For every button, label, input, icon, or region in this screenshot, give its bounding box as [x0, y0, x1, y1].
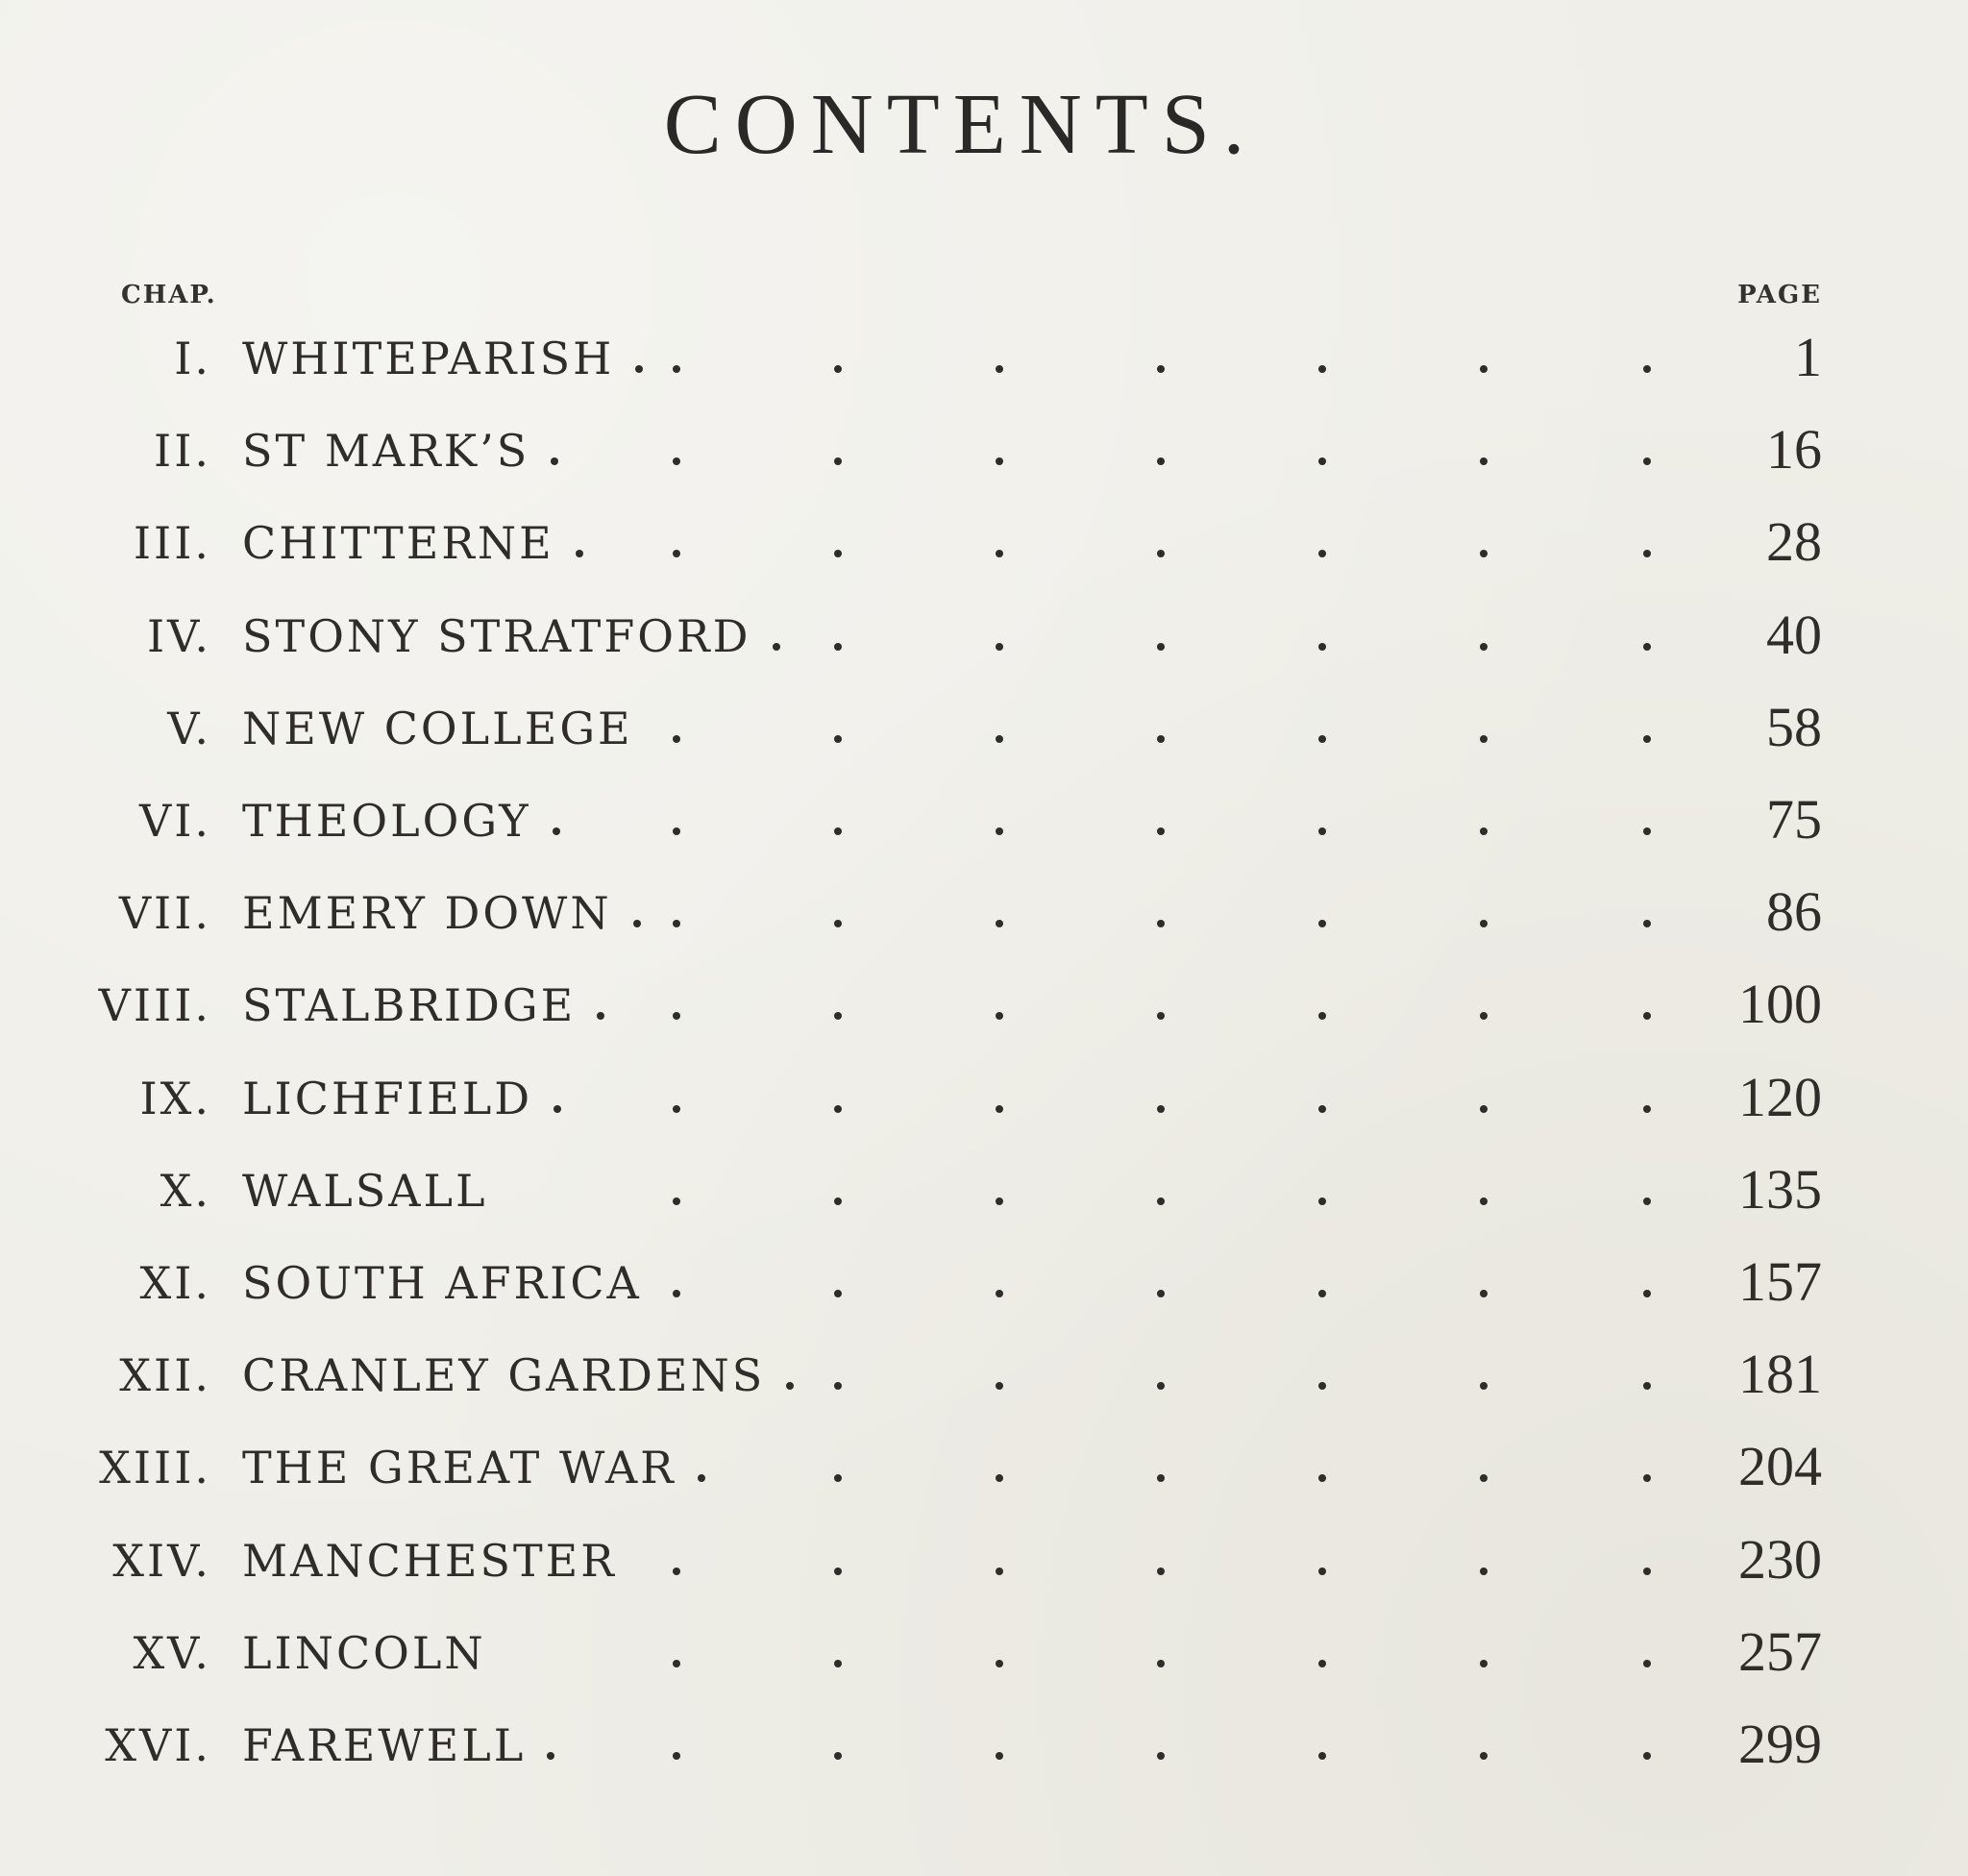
- leader-dot: [673, 1012, 680, 1020]
- chapter-number: XV.: [133, 1626, 211, 1679]
- leader-dot: [1480, 643, 1488, 651]
- leader-dot: [1480, 1567, 1488, 1575]
- leader-dot: [834, 1012, 842, 1020]
- leader-dot: [996, 920, 1003, 927]
- dot-leader: [0, 315, 1968, 407]
- leader-dot: [1643, 365, 1651, 373]
- leader-dot: [786, 1382, 794, 1390]
- leader-dot: [1480, 550, 1488, 557]
- chapter-title: WALSALL: [242, 1164, 488, 1217]
- leader-dot: [1643, 457, 1651, 465]
- chapter-title: NEW COLLEGE: [242, 702, 633, 754]
- toc-entry[interactable]: [0, 407, 1968, 500]
- chapter-number: XI.: [139, 1257, 211, 1309]
- leader-dot: [1643, 1290, 1651, 1297]
- leader-dot: [597, 1012, 604, 1020]
- leader-dot: [996, 1197, 1003, 1205]
- chapter-number: IX.: [139, 1072, 211, 1124]
- leader-dot: [576, 550, 583, 557]
- leader-dot: [1318, 735, 1326, 743]
- leader-dot: [996, 365, 1003, 373]
- page-number: 16: [1766, 418, 1822, 481]
- dot-leader: [0, 407, 1968, 500]
- leader-dot: [1480, 827, 1488, 835]
- leader-dot: [996, 1752, 1003, 1760]
- leader-dot: [1480, 1105, 1488, 1113]
- page-title: CONTENTS.: [663, 77, 1259, 172]
- leader-dot: [834, 1474, 842, 1482]
- page-number: 230: [1738, 1527, 1822, 1591]
- leader-dot: [1480, 1197, 1488, 1205]
- leader-dot: [1157, 1290, 1165, 1297]
- leader-dot: [1480, 365, 1488, 373]
- leader-dot: [1157, 920, 1165, 927]
- leader-dot: [1643, 735, 1651, 743]
- leader-dot: [1318, 1012, 1326, 1020]
- leader-dot: [996, 1660, 1003, 1667]
- leader-dot: [834, 1567, 842, 1575]
- leader-dot: [673, 735, 680, 743]
- leader-dot: [551, 457, 558, 465]
- chapter-number: XIII.: [99, 1442, 211, 1494]
- leader-dot: [996, 457, 1003, 465]
- chapter-number: XII.: [119, 1349, 211, 1402]
- toc-entry[interactable]: [0, 962, 1968, 1054]
- leader-dot: [673, 1660, 680, 1667]
- leader-dot: [1643, 1382, 1651, 1390]
- leader-dot: [1318, 1567, 1326, 1575]
- leader-dot: [673, 1567, 680, 1575]
- leader-dot: [1157, 550, 1165, 557]
- leader-dot: [1157, 735, 1165, 743]
- chapter-title: CRANLEY GARDENS: [242, 1349, 766, 1402]
- chapter-number: II.: [154, 425, 211, 478]
- toc-entry[interactable]: [0, 315, 1968, 407]
- leader-dot: [698, 1474, 705, 1482]
- dot-leader: [0, 1518, 1968, 1610]
- dot-leader: [0, 593, 1968, 685]
- leader-dot: [834, 1290, 842, 1297]
- page-number: 1: [1794, 326, 1822, 388]
- leader-dot: [1643, 920, 1651, 927]
- page-number: 75: [1766, 788, 1822, 851]
- leader-dot: [1157, 1012, 1165, 1020]
- dot-leader: [0, 778, 1968, 870]
- leader-dot: [996, 1567, 1003, 1575]
- page-number: 204: [1738, 1435, 1822, 1498]
- leader-dot: [834, 735, 842, 743]
- chapter-title: STALBRIDGE: [242, 979, 577, 1032]
- leader-dot: [1480, 920, 1488, 927]
- toc-entry[interactable]: [0, 1702, 1968, 1794]
- leader-dot: [1480, 1290, 1488, 1297]
- leader-dot: [1643, 1660, 1651, 1667]
- leader-dot: [1157, 1752, 1165, 1760]
- leader-dot: [834, 1660, 842, 1667]
- chapter-number: VII.: [118, 887, 211, 940]
- leader-dot: [1643, 643, 1651, 651]
- leader-dot: [834, 827, 842, 835]
- page-number: 157: [1738, 1250, 1822, 1313]
- leader-dot: [1157, 1382, 1165, 1390]
- leader-dot: [673, 365, 680, 373]
- toc-entry[interactable]: [0, 1240, 1968, 1332]
- toc-entry[interactable]: [0, 1148, 1968, 1240]
- leader-dot: [547, 1752, 554, 1760]
- leader-dot: [1643, 1474, 1651, 1482]
- leader-dot: [633, 920, 641, 927]
- leader-dot: [1480, 1382, 1488, 1390]
- chapter-title: EMERY DOWN: [242, 887, 612, 940]
- leader-dot: [1643, 1105, 1651, 1113]
- toc-entry[interactable]: [0, 500, 1968, 592]
- chapter-title: STONY STRATFORD: [242, 609, 751, 662]
- dot-leader: [0, 1702, 1968, 1794]
- leader-dot: [834, 1197, 842, 1205]
- leader-dot: [996, 643, 1003, 651]
- page-number: 181: [1738, 1343, 1822, 1406]
- chapter-title: THEOLOGY: [242, 795, 531, 847]
- leader-dot: [834, 1752, 842, 1760]
- leader-dot: [1318, 1105, 1326, 1113]
- leader-dot: [635, 365, 643, 373]
- page-number: 100: [1738, 973, 1822, 1036]
- dot-leader: [0, 1148, 1968, 1240]
- toc-entry[interactable]: [0, 1055, 1968, 1148]
- toc-entry[interactable]: [0, 1424, 1968, 1517]
- leader-dot: [1157, 1660, 1165, 1667]
- leader-dot: [1157, 457, 1165, 465]
- chapter-title: LICHFIELD: [242, 1072, 533, 1124]
- page-column-header: PAGE: [1737, 281, 1822, 309]
- leader-dot: [1318, 920, 1326, 927]
- chapter-number: IV.: [147, 609, 211, 662]
- leader-dot: [996, 1290, 1003, 1297]
- leader-dot: [1318, 1660, 1326, 1667]
- leader-dot: [1643, 827, 1651, 835]
- leader-dot: [553, 827, 560, 835]
- page-number: 120: [1738, 1065, 1822, 1128]
- leader-dot: [1157, 1474, 1165, 1482]
- leader-dot: [996, 1474, 1003, 1482]
- leader-dot: [1318, 1752, 1326, 1760]
- chapter-number: I.: [174, 333, 211, 384]
- leader-dot: [996, 1012, 1003, 1020]
- leader-dot: [1480, 1474, 1488, 1482]
- page-number: 40: [1766, 603, 1822, 666]
- leader-dot: [1480, 1660, 1488, 1667]
- leader-dot: [1157, 1105, 1165, 1113]
- leader-dot: [673, 1197, 680, 1205]
- leader-dot: [834, 365, 842, 373]
- leader-dot: [673, 827, 680, 835]
- leader-dot: [834, 457, 842, 465]
- leader-dot: [834, 550, 842, 557]
- chapter-title: LINCOLN: [242, 1626, 486, 1679]
- leader-dot: [1643, 550, 1651, 557]
- toc-entry[interactable]: [0, 593, 1968, 685]
- leader-dot: [1157, 827, 1165, 835]
- leader-dot: [1318, 827, 1326, 835]
- leader-dot: [834, 643, 842, 651]
- page-number: 257: [1738, 1619, 1822, 1683]
- leader-dot: [554, 1105, 561, 1113]
- page-number: 135: [1738, 1157, 1822, 1221]
- chapter-number: XVI.: [105, 1719, 211, 1771]
- leader-dot: [1643, 1197, 1651, 1205]
- dot-leader: [0, 1240, 1968, 1332]
- leader-dot: [1480, 457, 1488, 465]
- leader-dot: [996, 1382, 1003, 1390]
- dot-leader: [0, 1424, 1968, 1517]
- page-number: 86: [1766, 880, 1822, 944]
- leader-dot: [673, 1290, 680, 1297]
- leader-dot: [996, 735, 1003, 743]
- leader-dot: [1480, 735, 1488, 743]
- leader-dot: [1480, 1012, 1488, 1020]
- toc-entry[interactable]: [0, 1610, 1968, 1702]
- leader-dot: [1318, 1382, 1326, 1390]
- leader-dot: [996, 550, 1003, 557]
- dot-leader: [0, 1332, 1968, 1424]
- chapter-title: SOUTH AFRICA: [242, 1257, 642, 1309]
- toc-entry[interactable]: [0, 1332, 1968, 1424]
- chapter-title: FAREWELL: [242, 1719, 527, 1771]
- leader-dot: [834, 920, 842, 927]
- leader-dot: [1318, 643, 1326, 651]
- dot-leader: [0, 870, 1968, 962]
- leader-dot: [1643, 1752, 1651, 1760]
- chapter-number: III.: [133, 517, 211, 570]
- leader-dot: [1157, 643, 1165, 651]
- leader-dot: [1318, 1290, 1326, 1297]
- leader-dot: [834, 1105, 842, 1113]
- leader-dot: [1318, 550, 1326, 557]
- leader-dot: [673, 920, 680, 927]
- leader-dot: [673, 1105, 680, 1113]
- chapter-number: VIII.: [98, 979, 211, 1032]
- chapter-number: X.: [160, 1164, 211, 1217]
- leader-dot: [673, 457, 680, 465]
- leader-dot: [1480, 1752, 1488, 1760]
- chapter-title: WHITEPARISH: [242, 333, 615, 384]
- leader-dot: [834, 1382, 842, 1390]
- leader-dot: [773, 643, 780, 651]
- chapter-title: ST MARK’S: [242, 425, 530, 478]
- dot-leader: [0, 1055, 1968, 1148]
- leader-dot: [1318, 1197, 1326, 1205]
- toc-entry[interactable]: [0, 778, 1968, 870]
- chapter-number: VI.: [138, 795, 211, 847]
- page-number: 299: [1738, 1713, 1822, 1775]
- leader-dot: [996, 827, 1003, 835]
- chapter-title: CHITTERNE: [242, 517, 554, 570]
- leader-dot: [1318, 457, 1326, 465]
- page-number: 58: [1766, 695, 1822, 758]
- toc-entry[interactable]: [0, 870, 1968, 962]
- leader-dot: [1318, 365, 1326, 373]
- leader-dot: [673, 1752, 680, 1760]
- leader-dot: [1157, 365, 1165, 373]
- chapter-number: V.: [167, 702, 211, 754]
- chapter-title: MANCHESTER: [242, 1534, 617, 1587]
- leader-dot: [1643, 1567, 1651, 1575]
- chapter-number: XIV.: [112, 1534, 211, 1587]
- chapter-column-header: CHAP.: [121, 281, 217, 309]
- leader-dot: [996, 1105, 1003, 1113]
- leader-dot: [1643, 1012, 1651, 1020]
- dot-leader: [0, 962, 1968, 1054]
- leader-dot: [673, 550, 680, 557]
- dot-leader: [0, 685, 1968, 778]
- toc-entry[interactable]: [0, 1518, 1968, 1610]
- toc-entry[interactable]: [0, 685, 1968, 778]
- dot-leader: [0, 1610, 1968, 1702]
- leader-dot: [1157, 1197, 1165, 1205]
- dot-leader: [0, 500, 1968, 592]
- leader-dot: [1157, 1567, 1165, 1575]
- leader-dot: [1318, 1474, 1326, 1482]
- page-number: 28: [1766, 510, 1822, 574]
- chapter-title: THE GREAT WAR: [242, 1442, 676, 1494]
